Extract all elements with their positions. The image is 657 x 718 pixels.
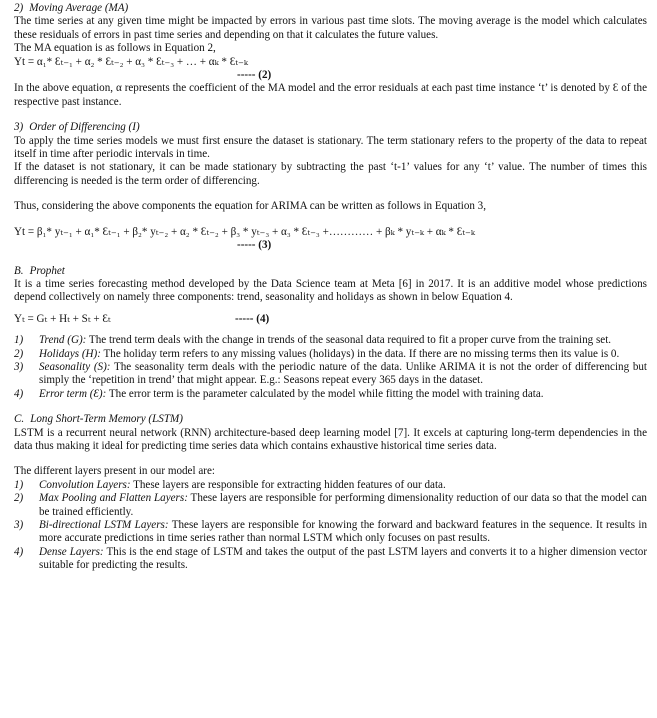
list-number: 3) [14, 519, 24, 531]
list-term: Dense Layers: [39, 545, 104, 558]
list-number: 2) [14, 492, 24, 505]
section-heading-ma [14, 2, 647, 15]
prophet-paragraph-1: It is a time series forecasting method developed by the Data Science team at Meta [6] in 2017. It is an additive model whose predictions depend collectively on namely three components: trend, seasonality and holidays as shown in below Equation 4. [14, 277, 647, 304]
section-heading-differencing [14, 121, 647, 134]
heading-text: Prophet [29, 264, 65, 277]
list-term: Trend (G): [39, 334, 87, 347]
section-heading-prophet [14, 265, 647, 278]
list-text: The error term is the parameter calculated by the model while fitting the model with training data. [106, 387, 544, 400]
spacer [14, 401, 647, 413]
ma-paragraph-3: In the above equation, α represents the coefficient of the MA model and the error residuals at each past time instance ‘t’ is denoted by Ɛ of the respective past instance. [14, 82, 647, 108]
arima-equation: Yt = β₁* yₜ₋₁ + α₁* Ɛₜ₋₁ + β₂* yₜ₋₂ + α₂ * Ɛₜ₋₂ + β₃ * yₜ₋₃ + α₃ * Ɛₜ₋₃ +………… + βₖ * yₜ₋ₖ + αₖ * Ɛₜ₋ₖ [14, 225, 475, 238]
list-item [14, 519, 647, 546]
spacer [14, 453, 647, 465]
heading-number: B. [14, 264, 24, 277]
list-number: 3) [14, 360, 24, 373]
list-text: These layers are responsible for performing dimensionality reduction of our data so that the model can be trained efficiently. [39, 492, 647, 518]
list-term: Bi-directional LSTM Layers: [39, 519, 169, 531]
spacer [14, 305, 647, 313]
list-item [14, 492, 647, 519]
arima-equation-label: ----- (3) [237, 239, 272, 252]
prophet-component-list [14, 334, 647, 401]
list-term: Error term (Ɛ): [39, 387, 107, 400]
list-item [14, 388, 647, 401]
list-text: The seasonality term deals with the periodic nature of the data. Unlike ARIMA it is not the order of differencing but simply the ‘repetition in trend’ that might appear. E.g.: Seasons repeat every 365 days in the dataset. [39, 360, 647, 387]
heading-number: 3) [14, 121, 24, 134]
list-text: These layers are responsible for extracting hidden features of our data. [130, 478, 446, 491]
spacer [14, 109, 647, 121]
list-number: 4) [14, 545, 24, 558]
list-number: 4) [14, 387, 24, 400]
list-number: 1) [14, 478, 24, 491]
list-term: Convolution Layers: [39, 478, 131, 491]
heading-number: C. [14, 413, 25, 426]
list-item [14, 361, 647, 388]
diff-paragraph-1: To apply the time series models we must first ensure the dataset is stationary. The term stationary refers to the property of the data to repeat itself in time after periodic intervals in time. [14, 134, 647, 161]
list-item [14, 348, 647, 361]
heading-text: Moving Average (MA) [29, 2, 129, 14]
spacer [14, 326, 647, 334]
heading-number: 2) [14, 2, 24, 14]
prophet-equation-label: ----- (4) [235, 312, 270, 325]
lstm-layer-list [14, 479, 647, 573]
list-item [14, 479, 647, 492]
diff-paragraph-2: If the dataset is not stationary, it can be made stationary by subtracting the past ‘t-1’ values for any ‘t’ value. The number of times this differencing is needed is the term order of differencing. [14, 161, 647, 187]
prophet-equation: Yₜ = Gₜ + Hₜ + Sₜ + Ɛₜ [14, 312, 111, 325]
lstm-paragraph-1: LSTM is a recurrent neural network (RNN) architecture-based deep learning model [7]. It excels at capturing long-term dependencies in the data thus making it ideal for predicting time series data which contains exhaustive historical time series data. [14, 426, 647, 452]
list-number: 2) [14, 347, 24, 360]
list-text: This is the end stage of LSTM and takes the output of the past LSTM layers and converts it to a higher dimension vector suitable for predicting the results. [39, 545, 648, 572]
prophet-equation-line [14, 313, 647, 326]
list-text: The holiday term refers to any missing values (holidays) in the data. If there are no missing terms then its value is 0. [100, 347, 620, 360]
list-term: Max Pooling and Flatten Layers: [39, 492, 188, 505]
list-number: 1) [14, 334, 24, 347]
lstm-paragraph-2: The different layers present in our model are: [14, 465, 215, 478]
diff-paragraph-3: Thus, considering the above components the equation for ARIMA can be written as follows in Equation 3, [14, 200, 487, 213]
list-item [14, 546, 647, 573]
heading-text: Order of Differencing (I) [29, 121, 140, 134]
list-item [14, 334, 647, 347]
list-term: Seasonality (S): [39, 360, 111, 373]
ma-equation-label: ----- (2) [237, 69, 272, 82]
heading-text: Long Short-Term Memory (LSTM) [30, 413, 183, 426]
spacer [14, 188, 647, 200]
ma-paragraph-1: The time series at any given time might be impacted by errors in various past time slots. The moving average is the model which calculates these residuals of errors in past time series and depending on that it calculates the future values. [14, 15, 647, 41]
section-heading-lstm [14, 413, 647, 426]
ma-equation: Yt = α₁* Ɛₜ₋₁ + α₂ * Ɛₜ₋₂ + α₃ * Ɛₜ₋₃ + … + αₖ * Ɛₜ₋ₖ [14, 55, 248, 68]
spacer [14, 253, 647, 265]
spacer [14, 214, 647, 226]
ma-paragraph-2: The MA equation is as follows in Equation 2, [14, 42, 216, 55]
list-term: Holidays (H): [39, 347, 101, 360]
list-text: These layers are responsible for knowing the forward and backward features in the sequence. It results in more accurate predictions in time series rather than normal LSTM which only focuses on past results. [39, 519, 647, 545]
list-text: The trend term deals with the change in trends of the seasonal data required to fit a proper curve from the training set. [86, 334, 612, 347]
